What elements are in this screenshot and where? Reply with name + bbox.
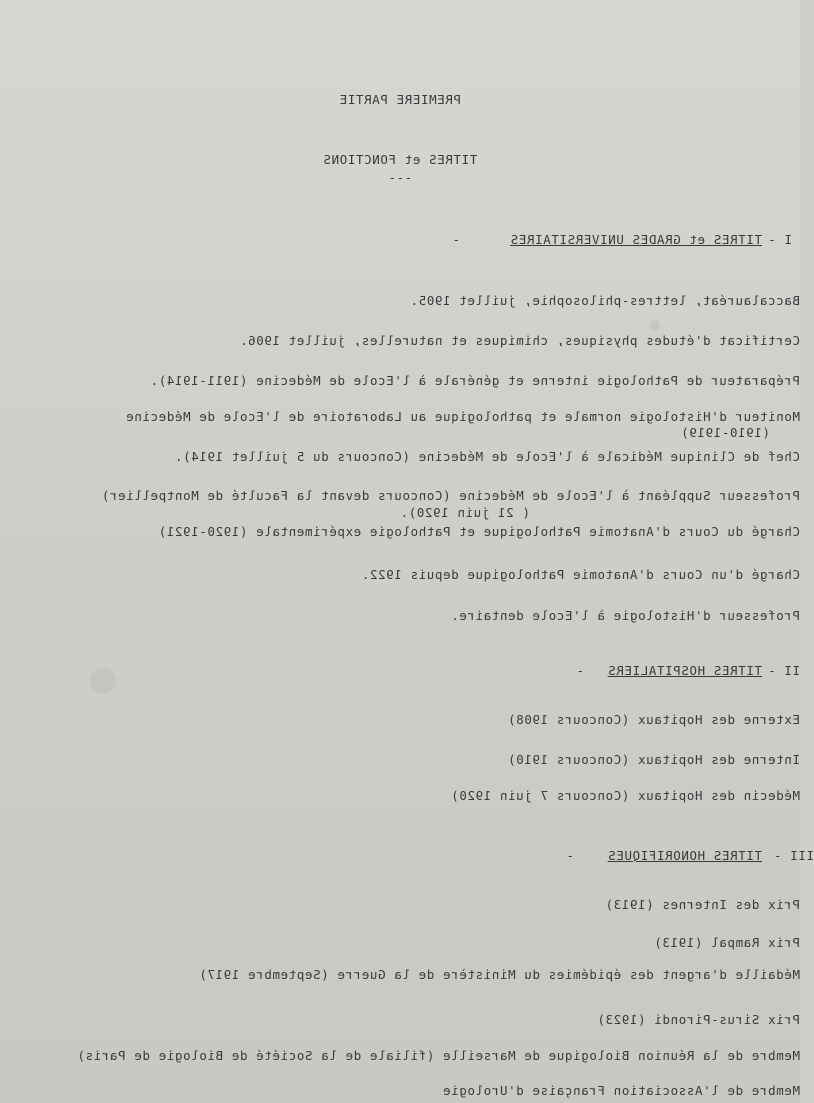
list-item: Chef de Clinique Médicale à l'Ecole de Médecine (Concours du 5 juillet 1914). [174,449,800,464]
list-item: Préparateur de Pathologie interne et générale à l'Ecole de Médecine (1911-1914). [149,373,800,388]
list-item: Certificat d'études physiques, chimiques et naturelles, juillet 1906. [239,333,800,348]
list-item: Interne des Hopitaux (Concours 1910) [507,752,800,767]
section-1-number: I - [767,232,792,247]
list-item: Externe des Hopitaux (Concours 1908) [507,712,800,727]
section-3-number: III - [773,848,814,863]
list-item-continuation: (1910-1919) [680,425,770,440]
part-heading: PREMIERE PARTIE [339,92,461,107]
list-item: Chargé du Cours d'Anatomie Pathologique et Pathologie expérimentale (1920-1921) [158,524,800,539]
list-item: Prix Rampal (1913) [653,935,800,950]
list-item: Professeur d'Histologie à l'Ecole dentaire. [450,608,800,623]
section-2-number: II - [767,663,800,678]
list-item: Prix Sirus-Pirondi (1923) [596,1012,800,1027]
list-item: Prix des Internes (1913) [604,897,800,912]
section-2-trail: - [575,663,584,678]
list-item: Médaille d'argent des épidémies du Ministère de la Guerre (Septembre 1917) [198,967,800,982]
list-item: Moniteur d'Histologie normale et pathologique au Laboratoire de l'Ecole de Médecine [125,409,800,424]
list-item: Membre de la Réunion Biologique de Marseille (filiale de la Société de Biologie de Paris) [76,1048,800,1063]
list-item: Membre de l'Association Française d'Urologie [442,1083,800,1098]
section-2-heading: TITRES HOSPITALIERS [607,663,762,678]
list-item-continuation: ( 21 juin 1920). [399,505,530,520]
list-item: Chargé d'un Cours d'Anatomie Pathologique depuis 1922. [361,567,800,582]
section-1-heading: TITRES et GRADES UNIVERSITAIRES [510,232,762,247]
list-item: Baccalauréat, lettres-philosophie, juillet 1905. [409,293,800,308]
section-3-heading: TITRES HONORIFIQUES [607,848,762,863]
title-dash: --- [387,170,413,185]
section-3-trail: - [565,848,574,863]
list-item: Professeur Suppléant à l'Ecole de Médecine (Concours devant la Faculté de Montpellier) [101,488,800,503]
document-title: TITRES et FONCTIONS [322,152,478,167]
section-1-trail: - [451,232,460,247]
list-item: Médecin des Hopitaux (Concours 7 juin 1920) [450,788,800,803]
